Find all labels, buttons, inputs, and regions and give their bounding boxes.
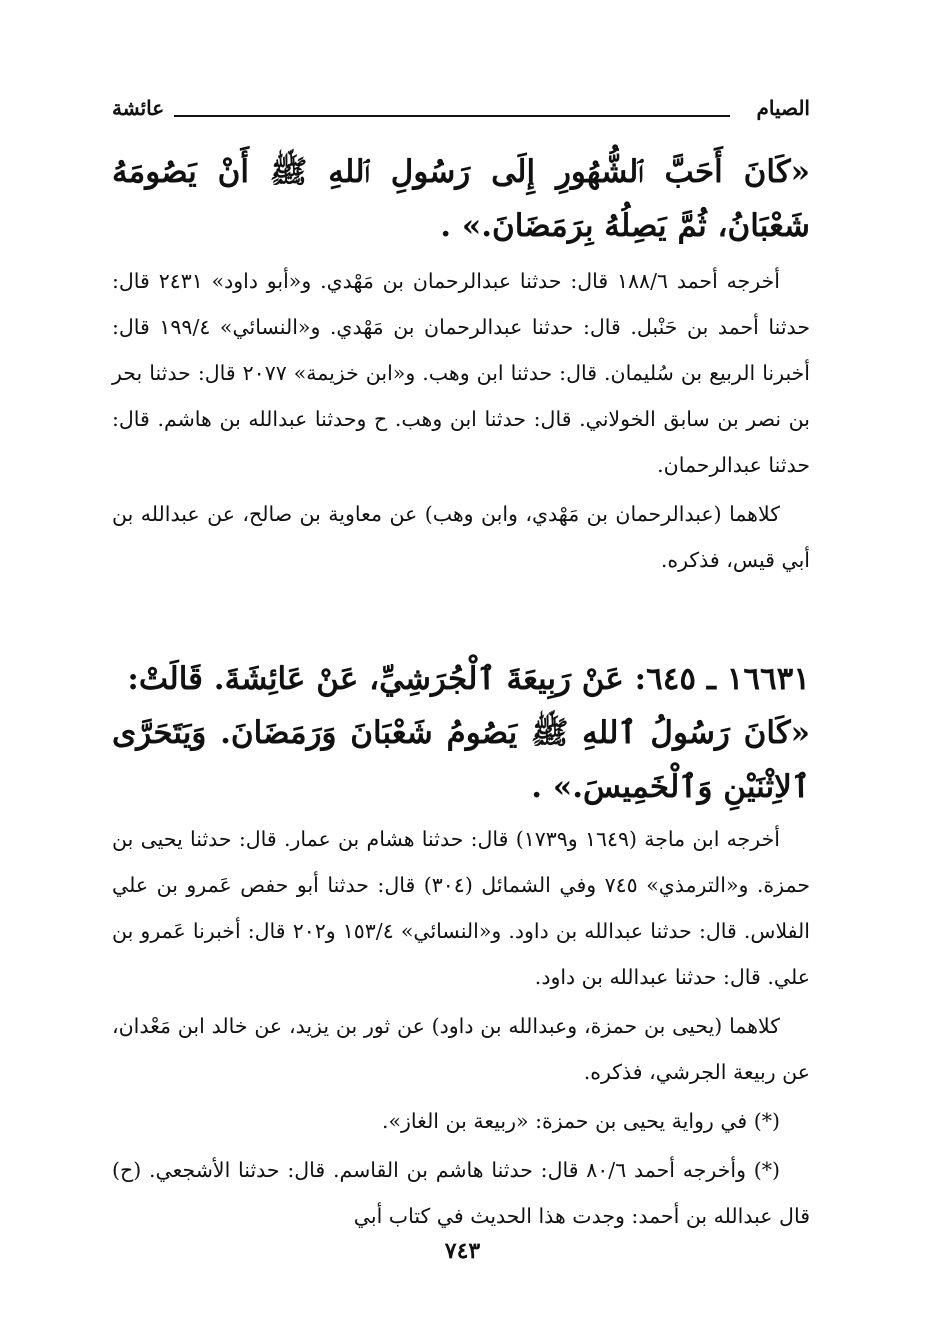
chain-paragraph: كلاهما (يحيى بن حمزة، وعبدالله بن داود) عن ثور بن يزيد، عن خالد ابن مَعْدان، عن ربيعة الجرشي، فذكره. [112, 1014, 810, 1084]
page-number: ٧٤٣ [444, 1238, 481, 1264]
takhrij-paragraph: أخرجه أحمد ١٨٨/٦ قال: حدثنا عبدالرحمان بن مَهْدي. و«أبو داود» ٢٤٣١ قال: حدثنا أحمد بن حَنْبل. قال: حدثنا عبدالرحمان بن مَهْدي. و«النسائي» ١٩٩/٤ قال: أخبرنا الربيع بن سُليمان. قال: حدثنا ابن وهب. و«ابن خزيمة» ٢٠٧٧ قال: حدثنا بحر بن نصر بن سابق الخولاني. قال: حدثنا ابن وهب. ح وحدثنا عبدالله بن هاشم. قال: حدثنا عبدالرحمان. [112, 269, 811, 477]
narrator-title: عائشة [112, 96, 165, 120]
takhrij-block-2 [112, 816, 810, 1239]
chain-paragraph: كلاهما (عبدالرحمان بن مَهْدي، وابن وهب) عن معاوية بن صالح، عن عبدالله بن أبي قيس، فذكره. [112, 502, 810, 572]
note-paragraph: (*) وأخرجه أحمد ٨٠/٦ قال: حدثنا هاشم بن القاسم. قال: حدثنا الأشجعي. (ح) قال عبدالله بن أحمد: وجدت هذا الحديث في كتاب أبي [112, 1158, 810, 1228]
takhrij-paragraph: أخرجه ابن ماجة (١٦٤٩ و١٧٣٩) قال: حدثنا هشام بن عمار. قال: حدثنا يحيى بن حمزة. و«الترمذي» ٧٤٥ وفي الشمائل (٣٠٤) قال: حدثنا أبو حفص عَمرو بن علي الفلاس. قال: حدثنا عبدالله بن داود. و«النسائي» ١٥٣/٤ و٢٠٢ قال: أخبرنا عَمرو بن علي. قال: حدثنا عبدالله بن داود. [112, 827, 811, 989]
hadith-heading: ١٦٦٣١ ـ ٦٤٥: عَنْ رَبِيعَةَ ٱلْجُرَشِيِّ، عَنْ عَائِشَةَ. قَالَتْ: [127, 661, 810, 697]
hadith-text-2: «كَانَ رَسُولُ ٱللهِ ﷺ يَصُومُ شَعْبَانَ وَرَمَضَانَ. وَيَتَحَرَّى ٱلاِثْنَيْنِ وَٱلْخَمِيسَ.» . [112, 715, 810, 805]
header-rule [174, 115, 730, 117]
note-paragraph: (*) في رواية يحيى بن حمزة: «ربيعة بن الغاز». [381, 1109, 780, 1133]
takhrij-block-1 [112, 258, 810, 583]
chapter-title: الصيام [756, 96, 810, 120]
running-header [112, 96, 810, 130]
hadith-block-2 [112, 652, 810, 814]
hadith-text-1: «كَانَ أَحَبَّ ٱلشُّهُورِ إِلَى رَسُولِ ٱللهِ ﷺ أَنْ يَصُومَهُ شَعْبَانُ، ثُمَّ يَصِلُهُ بِرَمَضَانَ.» . [112, 154, 810, 244]
